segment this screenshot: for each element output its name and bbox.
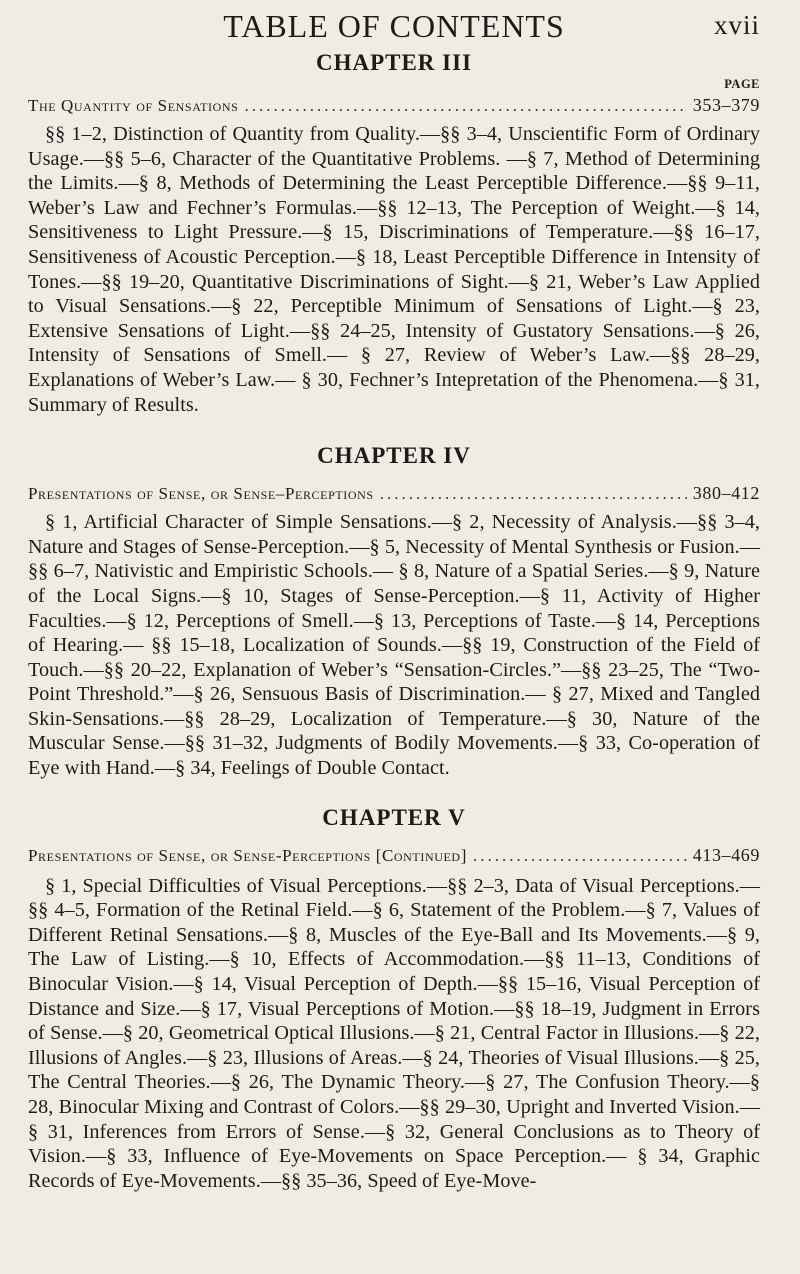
page-number: xvii: [713, 10, 760, 40]
running-head: [28, 0, 760, 44]
toc-entry-title: Presentations of Sense, or Sense–Perceptions: [28, 484, 374, 504]
toc-entry[interactable]: [28, 93, 760, 118]
toc-entry-pages: 353–379: [692, 95, 760, 115]
running-title: TABLE OF CONTENTS: [223, 8, 565, 44]
dot-leader: [380, 482, 687, 506]
toc-entry-pages: 413–469: [692, 844, 760, 865]
chapter-summary: § 1, Special Difficulties of Visual Perceptions.—§§ 2–3, Data of Visual Perceptions.—§§ 4–5, Formation of the Retinal Field.—§ 6, Statement of the Problem.—§ 7, Values of Different Retinal Sensations.—§ 8, Muscles of the Eye-Ball and Its Movements.—§ 9, The Law of Listing.—§ 10, Effects of Accommodation.—§§ 11–13, Conditions of Binocular Vision.—§ 14, Visual Perception of Depth.—§§ 15–16, Visual Perception of Distance and Size.—§ 17, Visual Perceptions of Motion.—§§ 18–19, Judgment in Errors of Sense.—§ 20, Geometrical Optical Illusions.—§ 21, Central Factor in Illusions.—§ 22, Illusions of Angles.—§ 23, Illusions of Areas.—§ 24, Theories of Visual Illusions.—§ 25, The Central Theories.—§ 26, The Dynamic Theory.—§ 27, The Confusion Theory.—§ 28, Binocular Mixing and Contrast of Colors.—§§ 29–30, Upright and Inverted Vision.—§ 31, Inferences from Errors of Sense.—§ 32, General Conclusions as to Theory of Vision.—§ 33, Influence of Eye-Movements on Space Perception.— § 34, Graphic Records of Eye-Movements.—§§ 35–36, Speed of Eye-Move-: [28, 874, 760, 1192]
toc-entry-pages: 380–412: [692, 483, 760, 504]
chapter-heading: CHAPTER III: [315, 50, 473, 75]
toc-entry-title: Presentations of Sense, or Sense-Perceptions [Continued]: [28, 845, 467, 865]
section-gap: [28, 781, 760, 805]
chapter-section: [28, 50, 760, 417]
chapter-section: [28, 805, 760, 1194]
chapter-heading: CHAPTER V: [322, 804, 466, 830]
chapter-summary: § 1, Artificial Character of Simple Sensations.—§ 2, Necessity of Analysis.—§§ 3–4, Nature and Stages of Sense-Perception.—§ 5, Necessity of Mental Synthesis or Fusion.—§§ 6–7, Nativistic and Empiristic Schools.— § 8, Nature of a Spatial Series.—§ 9, Nature of the Local Signs.—§ 10, Stages of Sense-Perception.—§ 11, Activity of Higher Faculties.—§ 12, Perceptions of Smell.—§ 13, Perceptions of Taste.—§ 14, Perceptions of Hearing.— §§ 15–18, Localization of Sounds.—§§ 19, Construction of the Field of Touch.—§§ 20–22, Explanation of Weber’s “Sensation-Circles.”—§§ 23–25, The “Two-Point Threshold.”—§ 26, Sensuous Basis of Discrimination.— § 27, Mixed and Tangled Skin-Sensations.—§§ 28–29, Localization of Temperature.—§ 30, Nature of the Muscular Sense.—§§ 31–32, Judgments of Bodily Movements.—§ 33, Co-operation of Eye with Hand.—§ 34, Feelings of Double Contact.: [28, 511, 760, 780]
toc-entry-title: The Quantity of Sensations: [28, 96, 239, 115]
page-column-label: PAGE: [724, 77, 760, 91]
chapter-heading: CHAPTER IV: [317, 443, 471, 469]
chapter-summary: §§ 1–2, Distinction of Quantity from Quality.—§§ 3–4, Unscientific Form of Ordinary Usage.—§§ 5–6, Character of the Quantitative Problems. —§ 7, Method of Determining the Limits.—§ 8, Methods of Determining the Least Perceptible Difference.—§§ 9–11, Weber’s Law and Fechner’s Formulas.—§§ 12–13, The Perception of Weight.—§ 14, Sensitiveness to Light Pressure.—§ 15, Discriminations of Temperature.—§§ 16–17, Sensitiveness of Acoustic Perception.—§ 18, Least Perceptible Difference in Intensity of Tones.—§§ 19–20, Quantitative Discriminations of Sight.—§ 21, Weber’s Law Applied to Visual Sensations.—§ 22, Perceptible Minimum of Sensations of Light.—§ 23, Extensive Sensations of Light.—§§ 24–25, Intensity of Gustatory Sensations.—§ 26, Intensity of Sensations of Smell.— § 27, Review of Weber’s Law.—§§ 28–29, Explanations of Weber’s Law.— § 30, Fechner’s Intepretation of the Phenomena.—§ 31, Summary of Results.: [28, 123, 760, 416]
chapter-section: [28, 443, 760, 781]
toc-entry[interactable]: [28, 481, 760, 506]
dot-leader: [473, 844, 687, 868]
section-gap: [28, 417, 760, 443]
toc-entry[interactable]: [28, 843, 760, 868]
dot-leader: [244, 94, 686, 118]
